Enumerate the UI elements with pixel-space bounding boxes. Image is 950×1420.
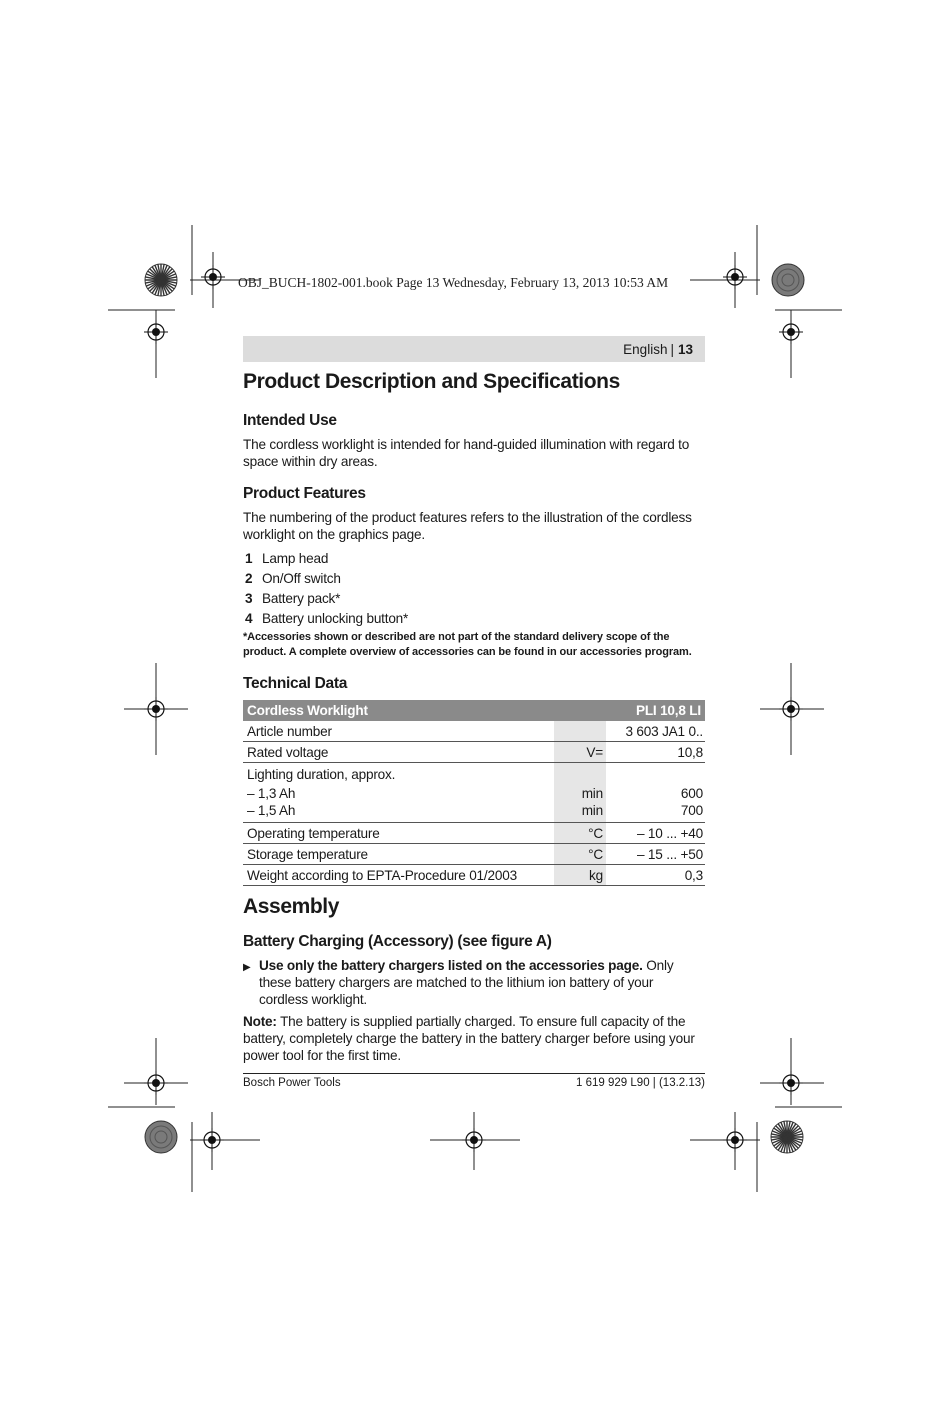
row-label: – 1,5 Ah — [243, 802, 554, 823]
table-row — [243, 802, 705, 823]
item-label: Lamp head — [262, 550, 329, 566]
item-number: 3 — [245, 590, 253, 606]
row-value: 10,8 — [606, 742, 705, 763]
technical-data-table — [243, 700, 705, 886]
footer-brand: Bosch Power Tools — [243, 1077, 341, 1089]
note-paragraph — [243, 1013, 705, 1064]
item-label: Battery unlocking button* — [262, 610, 409, 626]
product-features-intro: The numbering of the product features refers to the illustration of the cordless worklight on the graphics page. — [243, 510, 692, 542]
battery-charging-heading: Battery Charging (Accessory) (see figure A) — [243, 933, 552, 950]
row-label: Storage temperature — [243, 844, 554, 865]
instruction-bullet — [243, 957, 705, 1008]
row-unit: °C — [554, 844, 606, 865]
table-row — [243, 865, 705, 886]
table-header-label: Cordless Worklight — [243, 700, 606, 721]
intended-use-text: The cordless worklight is intended for hand-guided illumination with regard to space within dry areas. — [243, 437, 690, 469]
table-row — [243, 763, 705, 786]
row-unit: min — [554, 785, 606, 802]
table-row — [243, 844, 705, 865]
row-label: – 1,3 Ah — [247, 786, 296, 801]
list-item — [243, 588, 705, 608]
table-row — [243, 742, 705, 763]
row-unit: °C — [554, 823, 606, 844]
table-header-row — [243, 700, 705, 721]
footer-doc-number: 1 619 929 L90 | (13.2.13) — [576, 1077, 705, 1089]
row-unit: kg — [554, 865, 606, 886]
row-label: Article number — [243, 721, 554, 742]
row-label: Weight according to EPTA-Procedure 01/2003 — [243, 865, 554, 886]
item-label: On/Off switch — [262, 570, 341, 586]
table-header-model: PLI 10,8 LI — [606, 700, 705, 721]
row-value: 0,3 — [606, 865, 705, 886]
table-row — [243, 721, 705, 742]
assembly-heading: Assembly — [243, 895, 340, 918]
row-value: – 10 ... +40 — [606, 823, 705, 844]
features-list — [243, 548, 705, 628]
table-row — [243, 823, 705, 844]
triangle-bullet-icon: ▶ — [243, 962, 251, 973]
item-number: 4 — [245, 610, 253, 626]
print-header: OBJ_BUCH-1802-001.book Page 13 Wednesday, February 13, 2013 10:53 AM — [238, 275, 669, 290]
row-unit — [554, 763, 606, 786]
page-separator: | — [670, 341, 674, 357]
product-features-heading: Product Features — [243, 485, 366, 502]
list-item — [243, 608, 705, 628]
bullet-text: Only these battery chargers are matched to the lithium ion battery of your cordless worklight. — [259, 958, 674, 1007]
list-item — [243, 568, 705, 588]
item-number: 1 — [245, 550, 253, 566]
item-label: Battery pack* — [262, 590, 341, 606]
row-value: 700 — [606, 802, 705, 823]
row-value — [606, 763, 705, 786]
row-unit — [554, 721, 606, 742]
row-label: Lighting duration, approx. — [247, 766, 396, 782]
page-number: 13 — [677, 341, 693, 357]
note-text: The battery is supplied partially charged. To ensure full capacity of the battery, completely charge the battery in the battery charger before using your power tool for the first time. — [243, 1014, 695, 1063]
intended-use-heading: Intended Use — [243, 412, 337, 429]
row-label: Rated voltage — [243, 742, 554, 763]
footer-divider — [243, 1073, 705, 1074]
accessories-footnote: *Accessories shown or described are not part of the standard delivery scope of the product. A complete overview of accessories can be found in our accessories program. — [243, 631, 692, 658]
list-item — [243, 548, 705, 568]
item-number: 2 — [245, 570, 253, 586]
row-value: – 15 ... +50 — [606, 844, 705, 865]
page-title: Product Description and Specifications — [243, 370, 620, 393]
row-value: 600 — [680, 786, 703, 801]
row-value: 3 603 JA1 0.. — [606, 721, 705, 742]
table-row — [243, 785, 705, 802]
language-bar — [243, 336, 705, 362]
bullet-bold-text: Use only the battery chargers listed on the accessories page. — [259, 958, 643, 973]
row-label: Operating temperature — [243, 823, 554, 844]
row-unit: min — [554, 802, 606, 823]
technical-data-heading: Technical Data — [243, 675, 348, 692]
main-content — [243, 365, 705, 1064]
row-unit: V= — [554, 742, 606, 763]
note-label: Note: — [243, 1014, 277, 1029]
language-label: English — [623, 341, 668, 357]
